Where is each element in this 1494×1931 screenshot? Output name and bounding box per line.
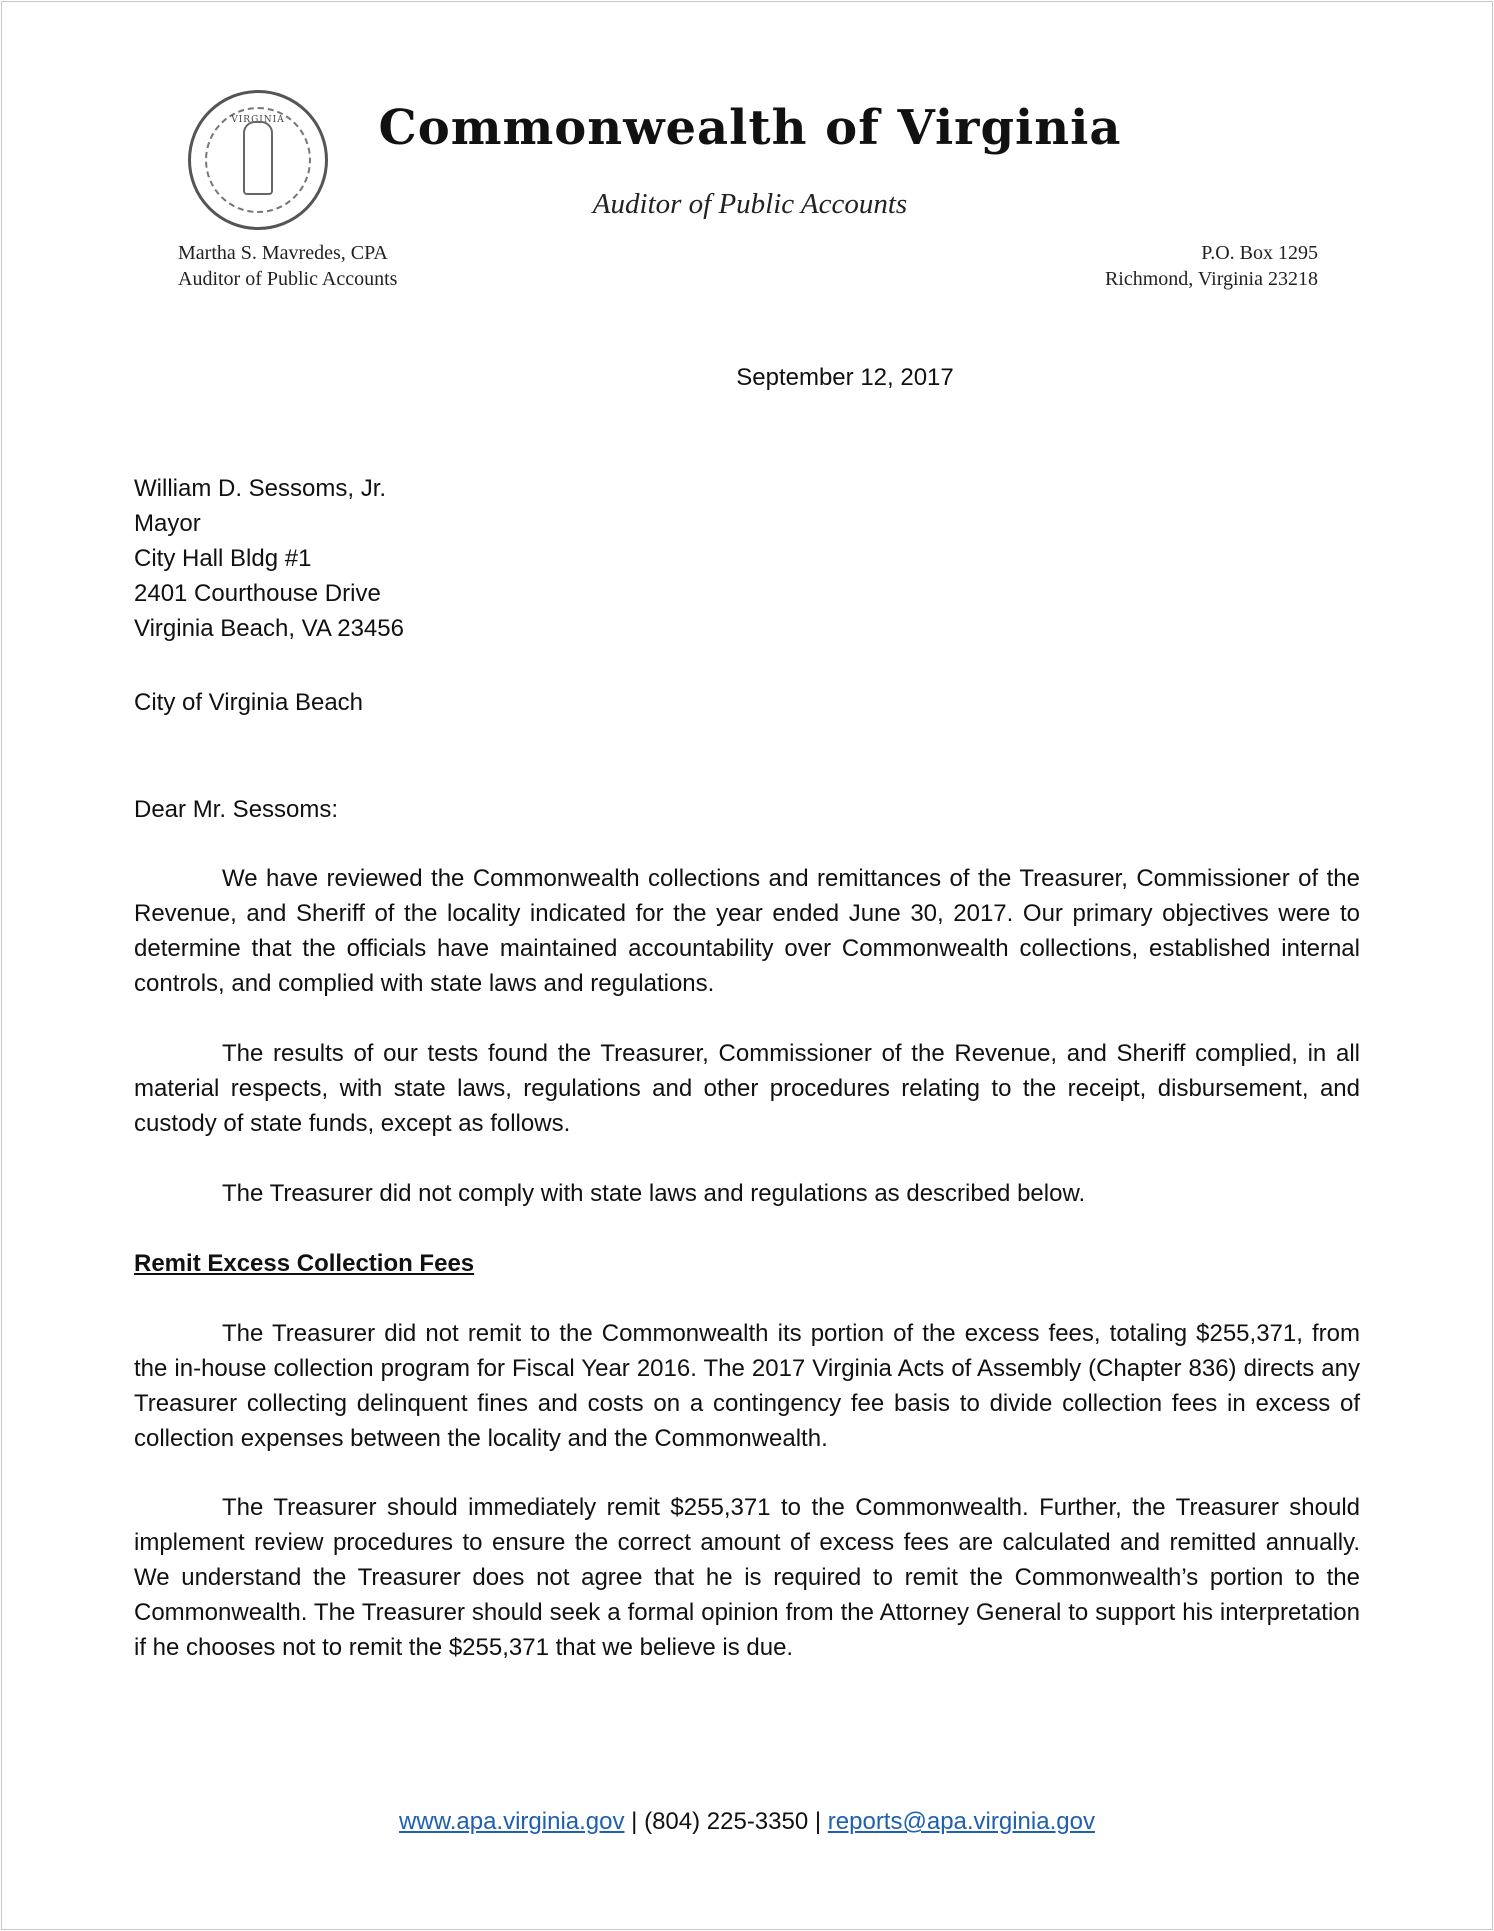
recipient-city: Virginia Beach, VA 23456 xyxy=(134,615,404,642)
locality: City of Virginia Beach xyxy=(134,689,364,716)
seal-figure xyxy=(243,121,273,195)
recipient-building: City Hall Bldg #1 xyxy=(134,545,312,572)
paragraph-recommendation xyxy=(134,1490,1360,1665)
recipient-street: 2401 Courthouse Drive xyxy=(134,580,381,607)
letterhead-title: Commonwealth of Virginia xyxy=(378,100,1122,156)
separator: | xyxy=(631,1808,638,1835)
paragraph-noncompliance xyxy=(134,1176,1360,1211)
email-link[interactable]: reports@apa.virginia.gov xyxy=(827,1808,1095,1835)
paragraph-text: The Treasurer did not remit to the Commonwealth its portion of the excess fees, totaling $255,371, from the in-house collection program for Fiscal Year 2016. The 2017 Virginia Acts of Assembly (Chapter 836) directs any Treasurer collecting delinquent fines and costs on a contingency fee basis to divide collection fees in excess of collection expenses between the locality and the Commonwealth. xyxy=(134,1320,1360,1452)
paragraph-results xyxy=(134,1036,1360,1141)
paragraph-review-scope xyxy=(134,861,1360,1001)
recipient-address xyxy=(134,471,1360,646)
po-box: P.O. Box 1295 xyxy=(1201,242,1318,264)
mailing-address-block xyxy=(1105,240,1318,292)
separator: | xyxy=(814,1808,822,1835)
letterhead-subtitle: Auditor of Public Accounts xyxy=(592,188,908,220)
section-heading: Remit Excess Collection Fees xyxy=(134,1250,475,1277)
footer xyxy=(0,1808,1494,1836)
recipient-name: William D. Sessoms, Jr. xyxy=(134,475,387,502)
paragraph-text: The Treasurer should immediately remit $255,371 to the Commonwealth. Further, the Treasurer should implement review procedures to ensure the correct amount of excess fees are calculated and remitted annually. We understand the Treasurer does not agree that he is required to remit the Commonwealth’s portion to the Commonwealth. The Treasurer should seek a formal opinion from the Attorney General to support his interpretation if he chooses not to remit the $255,371 that we believe is due. xyxy=(134,1494,1360,1661)
city-state-zip: Richmond, Virginia 23218 xyxy=(1104,268,1318,290)
auditor-title: Auditor of Public Accounts xyxy=(178,268,398,290)
website-link[interactable]: www.apa.virginia.gov xyxy=(399,1808,625,1835)
auditor-name-block xyxy=(178,240,397,292)
letter-date: September 12, 2017 xyxy=(736,364,954,391)
seal-text: VIRGINIA xyxy=(231,115,285,125)
auditor-name: Martha S. Mavredes, CPA xyxy=(178,242,388,264)
paragraph-text: The Treasurer did not comply with state laws and regulations as described below. xyxy=(222,1180,1086,1207)
paragraph-text: The results of our tests found the Treasurer, Commissioner of the Revenue, and Sheriff complied, in all material respects, with state laws, regulations and other procedures relating to the receipt, disbursement, and custody of state funds, except as follows. xyxy=(134,1040,1360,1137)
paragraph-text: We have reviewed the Commonwealth collections and remittances of the Treasurer, Commissioner of the Revenue, and Sheriff of the locality indicated for the year ended June 30, 2017. Our primary objectives were to determine that the officials have maintained accountability over Commonwealth collections, established internal controls, and complied with state laws and regulations. xyxy=(134,865,1360,997)
phone-number: (804) 225-3350 xyxy=(644,1808,809,1835)
salutation: Dear Mr. Sessoms: xyxy=(134,796,339,823)
recipient-title: Mayor xyxy=(134,510,201,537)
paragraph-finding xyxy=(134,1316,1360,1456)
